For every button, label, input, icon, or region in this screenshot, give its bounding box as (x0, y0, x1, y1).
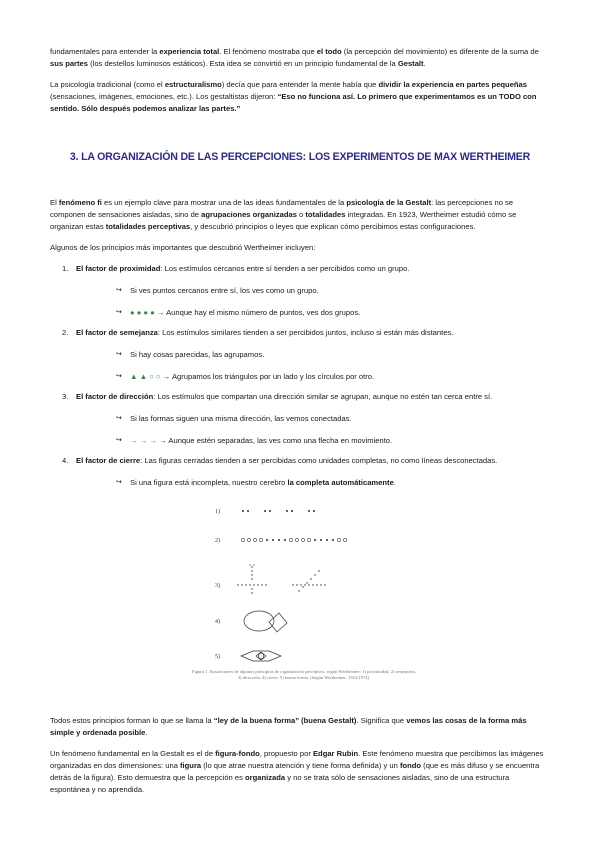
hook-arrow-icon: ↪ (116, 415, 122, 422)
list-number: 1. (62, 264, 69, 273)
sub-bullet: ↪ ▲ ▲ ○ ○ → Agrupamos los triángulos por un lado y los círculos por otro. (116, 372, 375, 381)
closing-paragraph-1: Todos estos principios forman lo que se llama la “ley de la buena forma” (buena Gestalt). Significa que vemos las cosas de la forma más simple y ordenada posible. (50, 716, 527, 737)
figure-label: 2) (215, 538, 220, 544)
good-form-shapes (241, 651, 281, 661)
sub-bullet: ↪ Si ves puntos cercanos entre sí, los ves como un grupo. (116, 286, 319, 295)
figure-caption: Figura 1. Ilustraciones de algunos principios de organización perceptiva, según Wertheimer: 1) proximidad, 2) semejanza, 3) dirección, 4) cierre, 5) buena forma. (Según Wertheimer, 1923/1974). (192, 669, 416, 680)
similarity-dots (266, 539, 334, 541)
principle-closure (50, 455, 550, 489)
principle-title: El factor de semejanza (76, 328, 158, 337)
section-paragraph-1: El fenómeno fi es un ejemplo clave para mostrar una de las ideas fundamentales de la psicología de la Gestalt: las percepciones no se componen de sensaciones aisladas, sino de agrupaciones organizadas o totalidades integradas. En 1923, Wertheimer estudió cómo se organizan estas totalidades perceptivas, y descubrió principios o leyes que explican cómo percibimos estas configuraciones. (50, 198, 517, 231)
hook-arrow-icon: ↪ (116, 373, 122, 380)
principle-description: : Los estímulos cercanos entre sí tienden a ser percibidos como un grupo. (160, 264, 410, 273)
triangles-circles-symbols: ▲ ▲ ○ ○ (130, 372, 161, 381)
hook-arrow-icon: ↪ (116, 437, 122, 444)
principle-proximity (50, 263, 550, 319)
principle-title: El factor de dirección (76, 392, 154, 401)
principle-title: El factor de cierre (76, 456, 141, 465)
sub-bullet: ↪ → → → → Aunque estén separadas, las ves como una flecha en movimiento. (116, 436, 393, 445)
figure-label: 5) (215, 654, 220, 660)
figure-label: 4) (215, 619, 220, 625)
arrows-symbols: → → → (130, 436, 158, 445)
sub-bullet: ↪ Si una figura está incompleta, nuestro cerebro la completa automáticamente. (116, 478, 396, 487)
principle-description: : Las figuras cerradas tienden a ser percibidas como unidades completas, no como líneas desconectadas. (140, 456, 498, 465)
sub-bullet: ↪ Si las formas siguen una misma dirección, las vemos conectadas. (116, 414, 352, 423)
section-heading: 3. LA ORGANIZACIÓN DE LAS PERCEPCIONES: LOS EXPERIMENTOS DE MAX WERTHEIMER (69, 151, 531, 163)
sub-bullet: ↪ Si hay cosas parecidas, las agrupamos. (116, 350, 265, 359)
list-number: 3. (62, 392, 69, 401)
intro-paragraph-2: La psicología tradicional (como el estructuralismo) decía que para entender la mente había que dividir la experiencia en partes pequeñas (sensaciones, imágenes, emociones, etc.). Los gestaltistas dijeron: “Eso no funciona así. Lo primero que experimentamos es un TODO con sentido. Sólo después podemos analizar las partes.” (50, 80, 537, 113)
hook-arrow-icon: ↪ (116, 479, 122, 486)
figure-label: 3) (215, 583, 220, 589)
principle-description: : Los estímulos similares tienden a ser percibidos juntos, incluso si están más distantes. (157, 328, 454, 337)
document-page (50, 46, 550, 805)
closure-shapes (244, 611, 287, 632)
dots-symbols: ● ● ● ● (130, 308, 155, 317)
hook-arrow-icon: ↪ (116, 351, 122, 358)
principle-description: : Los estímulos que compartan una dirección similar se agrupan, aunque no estén tan cerca entre sí. (153, 392, 493, 401)
figure-label: 1) (215, 509, 220, 515)
principle-direction (50, 391, 550, 447)
principle-title: El factor de proximidad (76, 264, 161, 273)
closing-paragraph-2: Un fenómeno fundamental en la Gestalt es el de figura-fondo, propuesto por Edgar Rubin. Este fenómeno muestra que percibimos las imágenes organizadas en dos dimensiones: una figura (lo que atrae nuestra atención y tiene forma definida) y un fondo (que es más difuso y se encuentra detrás de la figura). Esto demuestra que la percepción es organizada y no se trata sólo de sensaciones aisladas, sino de una estructura espontánea y no aprendida. (50, 749, 544, 794)
hook-arrow-icon: ↪ (116, 287, 122, 294)
direction-dots (237, 564, 325, 593)
sub-bullet: ↪ ● ● ● ● → Aunque hay el mismo número de puntos, ves dos grupos. (116, 308, 361, 317)
hook-arrow-icon: ↪ (116, 309, 122, 316)
intro-paragraph-1: fundamentales para entender la experiencia total. El fenómeno mostraba que el todo (la percepción del movimiento) es diferente de la suma de sus partes (los destellos luminosos estáticos). Esta idea se convirtió en un principio fundamental de la Gestalt. (50, 47, 539, 68)
list-number: 2. (62, 328, 69, 337)
list-number: 4. (62, 456, 69, 465)
similarity-row (241, 538, 346, 541)
principle-similarity (50, 327, 550, 383)
principles-list (50, 263, 550, 489)
section-paragraph-2: Algunos de los principios más importantes que descubrió Wertheimer incluyen: (50, 243, 316, 252)
gestalt-figure (50, 501, 550, 691)
gestalt-principles-illustration (203, 501, 405, 671)
proximity-dots (242, 510, 315, 512)
